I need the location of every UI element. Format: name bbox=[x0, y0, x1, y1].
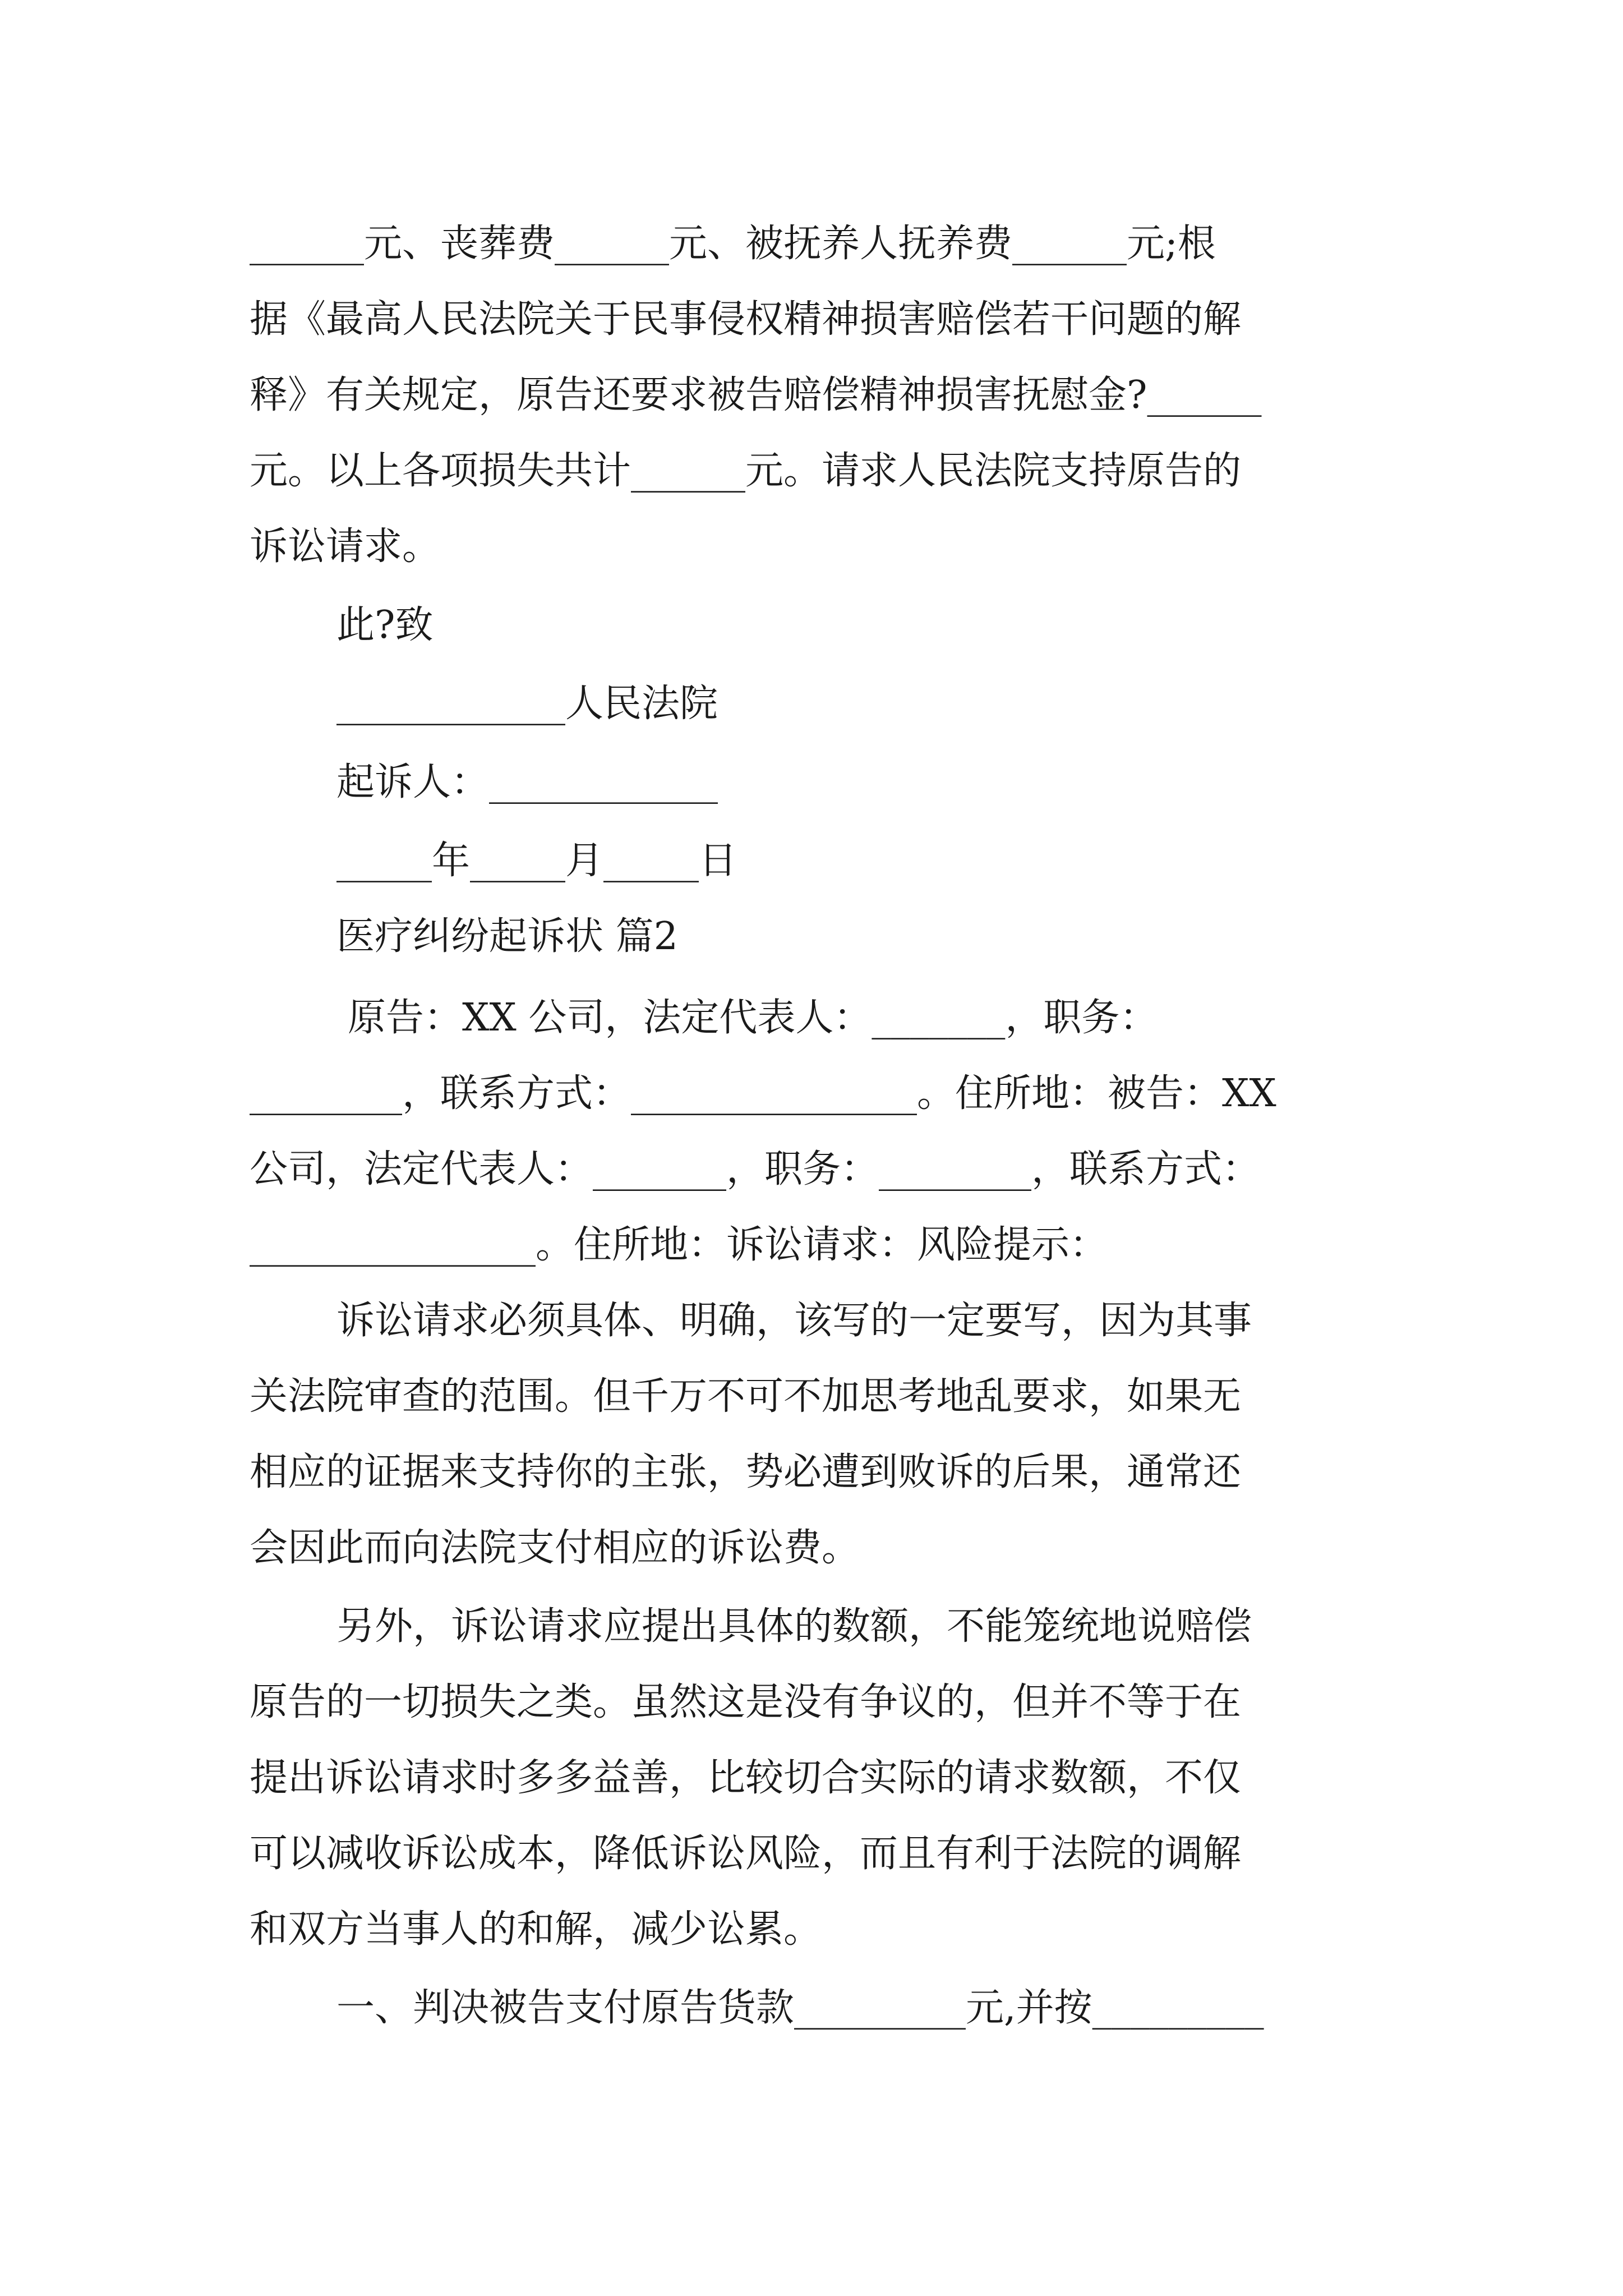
text-line: 另外，诉讼请求应提出具体的数额，不能笼统地说赔偿 bbox=[336, 1604, 1252, 1649]
text-line: 原告的一切损失之类。虽然这是没有争议的，但并不等于在 bbox=[250, 1680, 1242, 1724]
text-line: 会因此而向法院支付相应的诉讼费。 bbox=[250, 1526, 860, 1570]
text-line: 提出诉讼请求时多多益善，比较切合实际的请求数额，不仅 bbox=[250, 1756, 1242, 1800]
text-line: 相应的证据来支持你的主张，势必遭到败诉的后果，通常还 bbox=[250, 1450, 1242, 1494]
text-line: ______元、丧葬费______元、被抚养人抚养费______元;根 bbox=[250, 222, 1216, 266]
text-line: 可以减收诉讼成本，降低诉讼风险，而且有利于法院的调解 bbox=[250, 1832, 1242, 1876]
claim-line: 一、判决被告支付原告货款_________元,并按_________ bbox=[336, 1986, 1264, 2030]
date-line: _____年_____月_____日 bbox=[336, 839, 737, 883]
text-line: 诉讼请求必须具体、明确，该写的一定要写，因为其事 bbox=[336, 1299, 1252, 1343]
text-line: 原告：XX 公司，法定代表人：_______，职务： bbox=[348, 996, 1158, 1040]
text-line: 关法院审查的范围。但千万不可不加思考地乱要求，如果无 bbox=[250, 1374, 1242, 1419]
text-line: 释》有关规定，原告还要求被告赔偿精神损害抚慰金?______ bbox=[250, 373, 1262, 417]
text-line: 诉讼请求。 bbox=[250, 524, 441, 569]
text-line: _______________。住所地：诉讼请求：风险提示： bbox=[250, 1223, 1108, 1267]
text-line: 元。以上各项损失共计______元。请求人民法院支持原告的 bbox=[250, 449, 1242, 493]
text-line: 公司，法定代表人：_______，职务：________，联系方式： bbox=[250, 1147, 1261, 1191]
salutation: 此?致 bbox=[336, 603, 434, 647]
section-title: 医疗纠纷起诉状 篇2 bbox=[336, 914, 678, 959]
text-line: 和双方当事人的和解，减少讼累。 bbox=[250, 1907, 822, 1952]
plaintiff-signature: 起诉人：____________ bbox=[336, 760, 718, 804]
text-line: 据《最高人民法院关于民事侵权精神损害赔偿若干问题的解 bbox=[250, 297, 1242, 342]
court-line: ____________人民法院 bbox=[336, 682, 718, 726]
text-line: ________，联系方式：_______________。住所地：被告：XX bbox=[250, 1071, 1276, 1116]
